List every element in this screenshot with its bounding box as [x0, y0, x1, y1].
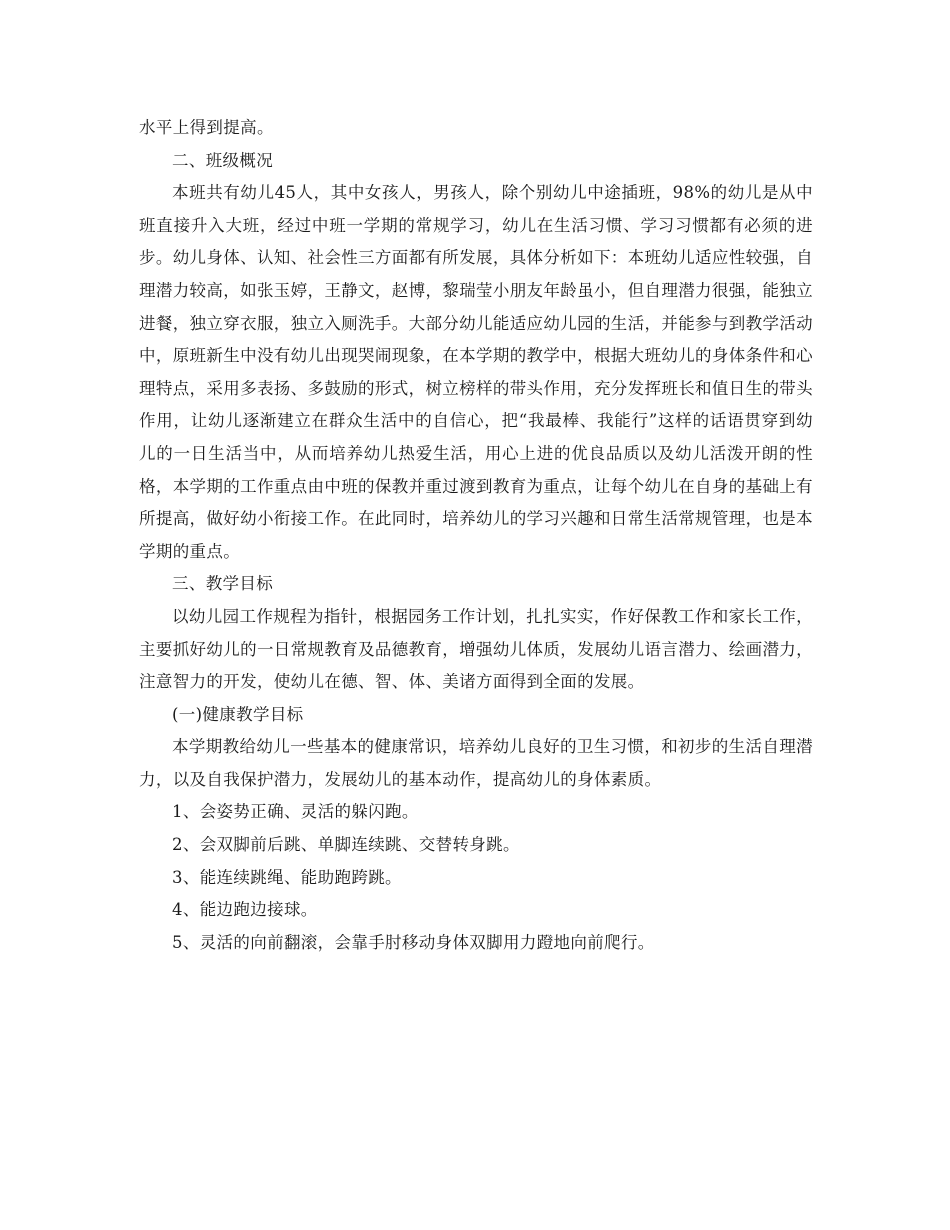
- list-item: 5、灵活的向前翻滚，会靠手肘移动身体双脚用力蹬地向前爬行。: [172, 932, 655, 952]
- paragraph-continuation: 水平上得到提高。: [139, 118, 274, 137]
- paragraph-teaching-goals: 以幼儿园工作规程为指针，根据园务工作计划，扎扎实实，作好保教工作和家长工作，主要抓好幼儿的一日常规教育及品德教育，增强幼儿体质，发展幼儿语言潜力、绘画潜力，注意智力的开发，使幼儿在德、智、体、美诸方面得到全面的发展。: [139, 606, 813, 692]
- subheading-health-goals: (一)健康教学目标: [172, 704, 304, 724]
- list-item: 4、能边跑边接球。: [172, 900, 318, 920]
- document-body: [139, 112, 813, 959]
- paragraph-class-overview: 本班共有幼儿45人，其中女孩人，男孩人，除个别幼儿中途插班，98%的幼儿是从中班直接升入大班，经过中班一学期的常规学习，幼儿在生活习惯、学习习惯都有必须的进步。幼儿身体、认知、社会性三方面都有所发展，具体分析如下：本班幼儿适应性较强，自理潜力较高，如张玉婷，王静文，赵博，黎瑞莹小朋友年龄虽小，但自理潜力很强，能独立进餐，独立穿衣服，独立入厕洗手。大部分幼儿能适应幼儿园的生活，并能参与到教学活动中，原班新生中没有幼儿出现哭闹现象，在本学期的教学中，根据大班幼儿的身体条件和心理特点，采用多表扬、多鼓励的形式，树立榜样的带头作用，充分发挥班长和值日生的带头作用，让幼儿逐渐建立在群众生活中的自信心，把“我最棒、我能行”这样的话语贯穿到幼儿的一日生活当中，从而培养幼儿热爱生活，用心上进的优良品质以及幼儿活泼开朗的性格，本学期的工作重点由中班的保教并重过渡到教育为重点，让每个幼儿在自身的基础上有所提高，做好幼小衔接工作。在此同时，培养幼儿的学习兴趣和日常生活常规管理，也是本学期的重点。: [139, 183, 813, 561]
- list-item: 3、能连续跳绳、能助跑跨跳。: [172, 867, 402, 887]
- section-heading-class-overview: 二、班级概况: [172, 150, 274, 170]
- section-heading-teaching-goals: 三、教学目标: [172, 574, 274, 594]
- paragraph-health-goals: 本学期教给幼儿一些基本的健康常识，培养幼儿良好的卫生习惯，和初步的生活自理潜力，以及自我保护潜力，发展幼儿的基本动作，提高幼儿的身体素质。: [139, 737, 813, 789]
- list-item: 2、会双脚前后跳、单脚连续跳、交替转身跳。: [172, 835, 520, 855]
- list-item: 1、会姿势正确、灵活的躲闪跑。: [172, 802, 419, 822]
